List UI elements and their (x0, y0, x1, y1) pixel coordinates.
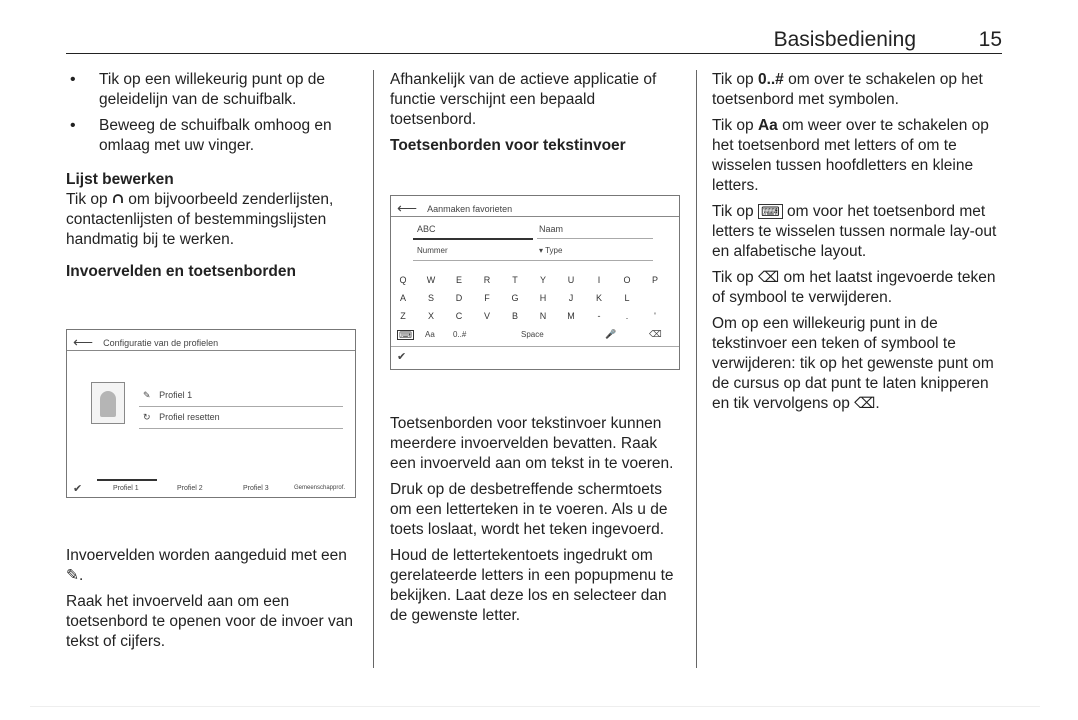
keyboard-layout-icon: ⌨ (758, 204, 783, 219)
keyboard-layout-icon: ⌨ (399, 330, 412, 340)
key: R (483, 275, 491, 285)
case-key: Aa (425, 330, 435, 339)
back-arrow-icon: ⟵ (397, 200, 418, 216)
tekstinvoer-heading: Toetsenborden voor tekstinvoer (390, 137, 626, 154)
toetsenbord-paragraph: Raak het invoerveld aan om een toetsenbord te openen voor de invoer van tekst of cijfers. (66, 593, 353, 650)
keyboard-screenshot (390, 195, 680, 370)
key: D (455, 293, 463, 303)
profile-config-screenshot (66, 329, 356, 498)
key: E (455, 275, 462, 285)
key: O (623, 275, 631, 285)
bullet-item: • Tik op een willekeurig punt op de geleidelijn van de schuifbalk. (66, 70, 362, 110)
microphone-icon: 🎤 (605, 329, 617, 339)
key: . (625, 311, 629, 321)
paragraph: Toetsenborden voor tekstinvoer kunnen meerdere invoervelden bevatten. Raak een invoerveld aan om tekst in te voeren. (390, 415, 674, 472)
left-column-bottom (66, 546, 362, 658)
key: Y (539, 275, 546, 285)
back-arrow-icon: ⟵ (73, 334, 94, 350)
paragraph: Houd de lettertekentoets ingedrukt om gerelateerde letters in een popupmenu te bekijken. Laat deze los en selecteer dan de gewenste letter. (390, 547, 674, 624)
key: G (511, 293, 519, 303)
header-rule (66, 53, 1002, 54)
dropdown-icon: ▾ (539, 246, 544, 255)
active-tab-indicator (97, 479, 157, 481)
pencil-icon: ✎ (143, 390, 151, 400)
key: T (512, 275, 518, 285)
key: B (511, 311, 518, 321)
key: F (484, 293, 490, 303)
tab-gemeenschap: Gemeenschapprof. (294, 485, 346, 491)
active-field-underline (413, 238, 533, 240)
paragraph: Tik op 0..# om over te schakelen op het toetsenbord met symbolen. (712, 71, 983, 108)
reset-icon: ↻ (143, 412, 151, 422)
page-number: 15 (978, 28, 1002, 51)
divider (139, 428, 343, 429)
screen-title-bar: ⟵ Aanmaken favorieten (397, 200, 513, 216)
invoerveld-paragraph: Invoervelden worden aangeduid met een ✎. (66, 547, 347, 584)
tab-profiel-3: Profiel 3 (243, 485, 269, 492)
key: L (624, 293, 630, 303)
checkmark-icon: ✔ (73, 483, 83, 495)
divider (67, 350, 355, 351)
tab-profiel-1: Profiel 1 (113, 485, 139, 492)
invoer-heading: Invoervelden en toetsenborden (66, 263, 296, 280)
key: P (651, 275, 658, 285)
backspace-icon: ⌫ (649, 329, 662, 339)
screen-title-bar: ⟵ Configuratie van de profielen (73, 334, 219, 350)
key: S (427, 293, 434, 303)
key: C (455, 311, 463, 321)
page-bottom-edge (30, 706, 1040, 707)
paragraph: Tik op ⌫ om het laatst ingevoerde teken of symbool te verwijderen. (712, 269, 996, 306)
divider (413, 260, 653, 261)
backspace-icon: ⌫ (757, 269, 780, 286)
checkmark-icon: ✔ (397, 351, 407, 363)
divider (391, 346, 679, 347)
middle-column-bottom (390, 414, 685, 632)
bullet-item: • Beweeg de schuifbalk omhoog en omlaag met uw vinger. (66, 116, 362, 156)
nummer-field: Nummer (417, 246, 448, 255)
key: U (567, 275, 575, 285)
key: M (567, 311, 575, 321)
paragraph: Tik op ⌨ om voor het toetsenbord met letters te wisselen tussen normale lay-out en alfabetische layout. (712, 203, 997, 260)
right-column (712, 70, 1006, 420)
tab-profiel-2: Profiel 2 (177, 485, 203, 492)
column-separator-right (696, 70, 697, 668)
paragraph: Tik op Aa om weer over te schakelen op het toetsenbord met letters of om te wisselen tussen hoofdletters en kleine letters. (712, 117, 989, 194)
key: ' (654, 311, 656, 321)
paragraph: Om op een willekeurig punt in de tekstinvoer een teken of symbool te verwijderen: tik op het gewenste punt om de cursus op dat punt te laten knipperen en tik vervolgens op ⌫. (712, 315, 994, 412)
space-key: Space (521, 330, 544, 339)
edit-profile-row: ✎ Profiel 1 (143, 390, 193, 400)
key: V (483, 311, 490, 321)
divider (139, 406, 343, 407)
intro-paragraph: Afhankelijk van de actieve applicatie of functie verschijnt een bepaald toetsenbord. (390, 71, 657, 128)
headset-icon (112, 193, 124, 205)
naam-field: Naam (539, 224, 564, 234)
reset-profile-row: ↻ Profiel resetten (143, 412, 220, 422)
paragraph: Druk op de desbetreffende schermtoets om een letterteken in te voeren. Als u de toets loslaat, wordt het teken ingevoerd. (390, 481, 668, 538)
abc-field: ABC (417, 224, 436, 234)
pencil-icon: ✎ (66, 567, 79, 584)
profile-avatar-icon (91, 382, 125, 424)
column-separator-left (373, 70, 374, 668)
key: H (539, 293, 547, 303)
key: Q (399, 275, 407, 285)
divider (391, 216, 679, 217)
left-column (66, 70, 362, 288)
key: N (539, 311, 547, 321)
key: J (568, 293, 574, 303)
middle-column (390, 70, 685, 162)
symbols-key: 0..# (453, 330, 467, 339)
page-header-title: Basisbediening (773, 28, 916, 51)
key: K (595, 293, 602, 303)
key: W (426, 275, 436, 285)
key: Z (400, 311, 406, 321)
lijst-heading: Lijst bewerken (66, 171, 174, 188)
key: A (399, 293, 406, 303)
key: - (597, 311, 601, 321)
key: I (597, 275, 601, 285)
lijst-paragraph: Tik op om bijvoorbeeld zenderlijsten, contactenlijsten of bestemmingslijsten handmatig bij te werken. (66, 191, 334, 248)
divider (537, 238, 653, 239)
backspace-icon: ⌫ (854, 395, 876, 412)
type-field: ▾ Type (539, 246, 563, 255)
key: X (427, 311, 434, 321)
